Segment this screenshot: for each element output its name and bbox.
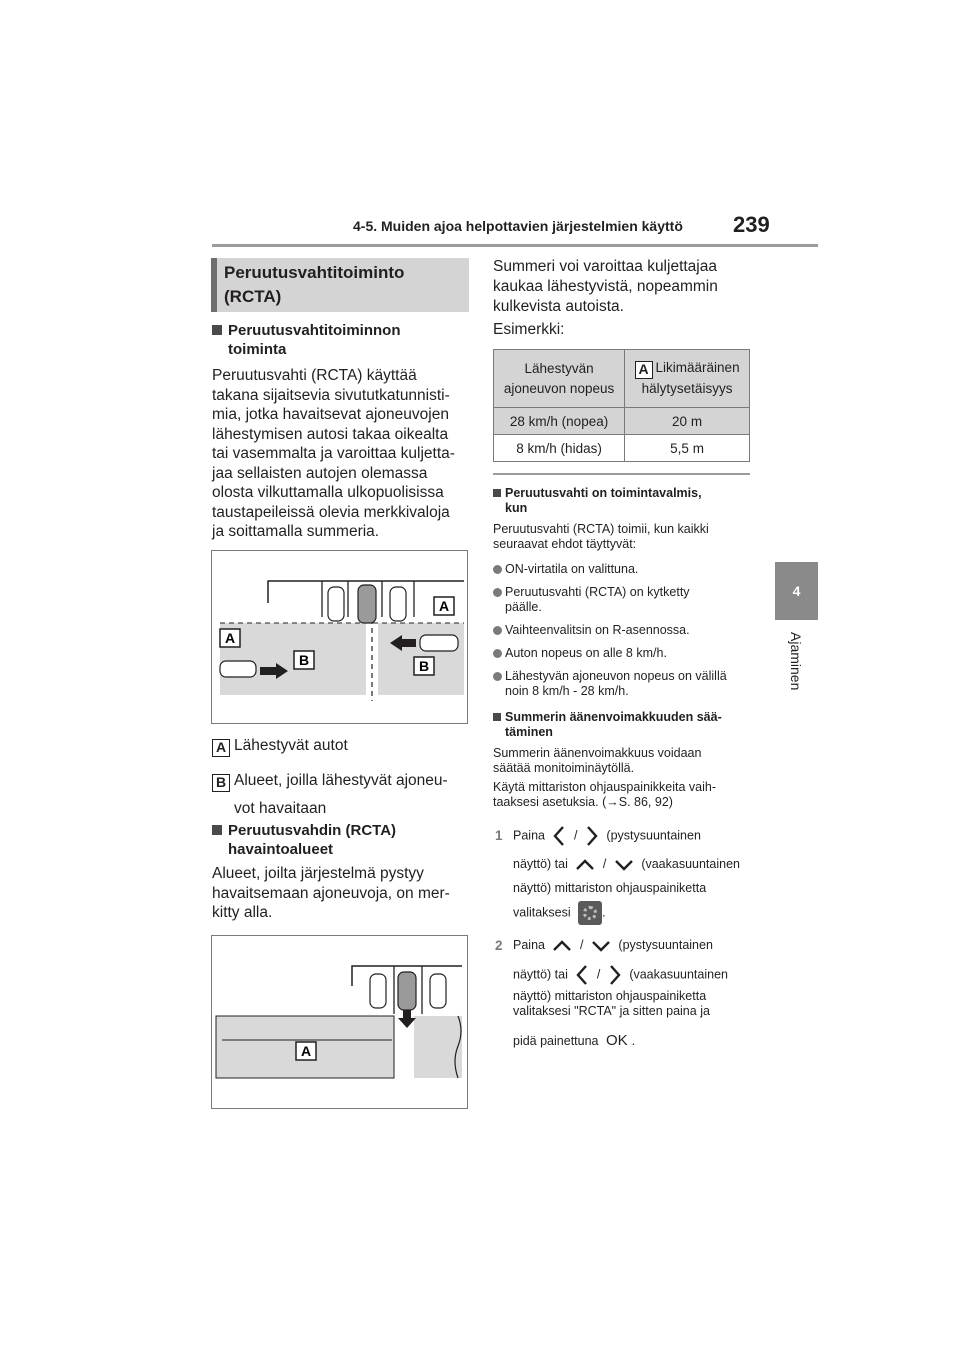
label-a-right: [434, 597, 454, 615]
step-text: näyttö) tai: [513, 967, 568, 982]
ok-button-glyph: OK: [605, 1032, 628, 1049]
label-a: [296, 1042, 316, 1060]
subheading-ready-line2: kun: [505, 501, 528, 515]
condition-item: [493, 585, 690, 615]
step1-line4: [513, 901, 606, 925]
label-b-left: [294, 651, 314, 669]
table-tag-a: A: [635, 361, 653, 379]
subheading-detection-line2: havaintoalueet: [228, 841, 334, 858]
chapter-tab: 4: [775, 562, 818, 620]
step1-line2: [513, 857, 740, 872]
text-line: lähestymisen autosi takaa oikealta: [212, 425, 449, 443]
step-text: /: [602, 857, 607, 871]
table-header-row: [494, 350, 750, 408]
text-line: jaa sellaisten autojen olemassa: [212, 464, 428, 482]
section-heading-line1: Peruutusvahtitoiminto: [224, 263, 405, 282]
text-line: mia, jotka havaitsevat ajoneuvojen: [212, 406, 449, 423]
square-bullet-icon: [212, 325, 222, 335]
text-line: havaitsemaan ajoneuvoja, on mer-: [212, 884, 450, 902]
subheading-operation-line2: toiminta: [228, 341, 287, 358]
step-text: /: [596, 967, 601, 982]
step-text: (pystysuuntainen: [618, 938, 713, 952]
header-text: hälytysetäisyys: [641, 381, 733, 396]
step2-line3: näyttö) mittariston ohjauspainiketta: [513, 989, 707, 1003]
condition-text: Auton nopeus on alle 8 km/h.: [505, 646, 667, 660]
condition-item: [493, 669, 727, 699]
parked-car: [430, 974, 446, 1008]
bullet-dot-icon: [493, 672, 502, 681]
text-line: taustapeileissä olevia merkkivaloja: [212, 503, 450, 521]
chevron-left-icon: [552, 825, 566, 847]
legend-a-text: Lähestyvät autot: [234, 737, 348, 754]
step-text: Paina: [513, 938, 545, 952]
approaching-car-right: [420, 635, 458, 651]
subheading-ready: [493, 486, 702, 516]
condition-text: ON-virtatila on valittuna.: [505, 562, 639, 576]
table-header-distance: [625, 350, 750, 408]
svg-text:B: B: [418, 658, 430, 674]
square-bullet-icon: [493, 713, 501, 721]
step-number: 2: [495, 938, 503, 953]
text-line: kaukaa lähestyvistä, nopeammin: [493, 278, 718, 295]
detection-area-right: [414, 1016, 462, 1078]
text-line: Käytä mittariston ohjauspainikkeita vaih-: [493, 780, 717, 794]
condition-text: Peruutusvahti (RCTA) on kytketty: [505, 585, 690, 599]
text-line: säätää monitoiminäytöllä.: [493, 761, 635, 775]
text-line: Peruutusvahti (RCTA) käyttää: [212, 367, 417, 384]
header-text: Likimääräinen: [655, 360, 740, 375]
rcta-detection-area-figure: [211, 935, 468, 1109]
chevron-right-icon: [608, 964, 622, 986]
text-line: Summerin äänenvoimakkuus voidaan: [493, 746, 702, 760]
operation-paragraph: [212, 366, 455, 542]
subheading-volume: [493, 710, 722, 740]
subheading-operation-line1: Peruutusvahtitoiminnon: [228, 322, 401, 339]
rcta-operation-figure: [211, 550, 468, 724]
square-bullet-icon: [493, 489, 501, 497]
text-line: Summeri voi varoittaa kuljettajaa: [493, 258, 717, 275]
header-text: Lähestyvän: [524, 360, 594, 376]
text-line: takana sijaitsevia sivututkatunnisti-: [212, 386, 450, 404]
chapter-label: Ajaminen: [788, 632, 804, 691]
intro-paragraph: [493, 257, 718, 317]
text-line: taaksesi asetuksia. (→S. 86, 92): [493, 795, 673, 809]
legend-tag-b: B: [212, 774, 230, 792]
subheading-operation: [212, 321, 401, 359]
legend-b: [212, 770, 448, 820]
section-heading-line2: (RCTA): [224, 287, 282, 306]
step1-line1: [513, 825, 701, 847]
svg-text:B: B: [298, 652, 310, 668]
step-text: .: [602, 905, 606, 920]
text-line: tai vasemmalta ja varoittaa kuljetta-: [212, 445, 455, 462]
text-line: Peruutusvahti (RCTA) toimii, kun kaikki: [493, 522, 709, 536]
own-car: [398, 972, 416, 1010]
condition-text: Lähestyvän ajoneuvon nopeus on välillä: [505, 669, 727, 683]
table-cell: 8 km/h (hidas): [494, 435, 625, 462]
step2-line4: valitaksesi "RCTA" ja sitten paina ja: [513, 1004, 710, 1018]
step2-line5: [513, 1033, 635, 1049]
svg-text:A: A: [224, 630, 236, 646]
label-a-left: [220, 629, 240, 647]
detection-paragraph: [212, 864, 450, 923]
step-text: valitaksesi: [513, 905, 571, 920]
subheading-detection-line1: Peruutusvahdin (RCTA): [228, 822, 397, 839]
example-label: Esimerkki:: [493, 321, 565, 338]
step-text: Paina: [513, 828, 545, 843]
step-text: /: [579, 938, 584, 952]
alert-distance-table: [493, 349, 750, 462]
condition-text: noin 8 km/h - 28 km/h.: [505, 684, 629, 698]
chevron-down-icon: [591, 940, 611, 952]
condition-item: [493, 623, 690, 638]
running-header: 4-5. Muiden ajoa helpottavien järjestelmien käyttö: [353, 218, 683, 234]
subheading-volume-line2: täminen: [505, 725, 553, 739]
detection-zone-left: [220, 623, 366, 695]
chevron-up-icon: [575, 859, 595, 871]
table-cell: 5,5 m: [625, 435, 750, 462]
condition-text: Vaihteenvalitsin on R-asennossa.: [505, 623, 690, 637]
parked-car: [370, 974, 386, 1008]
legend-tag-a: A: [212, 739, 230, 757]
table-cell: 28 km/h (nopea): [494, 408, 625, 435]
table-row: [494, 408, 750, 435]
text-line: kulkevista autoista.: [493, 298, 624, 315]
header-divider: [212, 244, 818, 247]
legend-a: [212, 737, 348, 757]
subheading-ready-line1: Peruutusvahti on toimintavalmis,: [505, 486, 702, 500]
step-text: (vaakasuuntainen: [629, 967, 728, 982]
chevron-down-icon: [614, 859, 634, 871]
page-number: 239: [733, 212, 770, 237]
bullet-dot-icon: [493, 565, 502, 574]
arrow-down-icon: [398, 1010, 416, 1028]
text-line: olosta vilkuttamalla ulkopuolisissa: [212, 484, 444, 501]
table-row: [494, 435, 750, 462]
text-line: Alueet, joilta järjestelmä pystyy: [212, 865, 424, 882]
condition-text: päälle.: [505, 600, 542, 614]
text-line: ja soittamalla summeria.: [212, 523, 380, 540]
bullet-dot-icon: [493, 649, 502, 658]
subheading-volume-line1: Summerin äänenvoimakkuuden sää-: [505, 710, 722, 724]
conditions-intro: [493, 522, 709, 552]
condition-item: [493, 562, 638, 577]
section-heading: [211, 258, 469, 312]
own-car: [358, 585, 376, 623]
label-b-right: [414, 657, 434, 675]
bullet-dot-icon: [493, 588, 502, 597]
step-text: (pystysuuntainen: [606, 828, 701, 843]
step-text: /: [573, 828, 578, 843]
chevron-up-icon: [552, 940, 572, 952]
parked-car: [390, 587, 406, 621]
condition-item: [493, 646, 667, 661]
parked-car: [328, 587, 344, 621]
header-text: ajoneuvon nopeus: [503, 380, 615, 396]
svg-text:A: A: [300, 1043, 312, 1059]
section-divider: [493, 473, 750, 475]
volume-paragraph: [493, 746, 716, 810]
text-line: kitty alla.: [212, 904, 273, 921]
step-text: pidä painettuna: [513, 1034, 599, 1048]
square-bullet-icon: [212, 825, 222, 835]
step2-line2: [513, 964, 728, 986]
chevron-right-icon: [585, 825, 599, 847]
approaching-car-left: [220, 661, 256, 677]
gear-icon: [578, 901, 602, 925]
step-text: .: [631, 1034, 636, 1048]
legend-b-text-cont: vot havaitaan: [234, 800, 327, 817]
chevron-left-icon: [575, 964, 589, 986]
step-number: 1: [495, 828, 503, 843]
step-text: (vaakasuuntainen: [641, 857, 740, 871]
step-text: näyttö) tai: [513, 857, 568, 871]
svg-text:A: A: [438, 598, 450, 614]
table-cell: 20 m: [625, 408, 750, 435]
text-line: seuraavat ehdot täyttyvät:: [493, 537, 637, 551]
bullet-dot-icon: [493, 626, 502, 635]
step1-line3: näyttö) mittariston ohjauspainiketta: [513, 881, 707, 895]
legend-b-text: Alueet, joilla lähestyvät ajoneu-: [234, 772, 448, 789]
table-header-speed: [494, 350, 625, 408]
step2-line1: [513, 938, 713, 953]
subheading-detection-areas: [212, 821, 396, 859]
